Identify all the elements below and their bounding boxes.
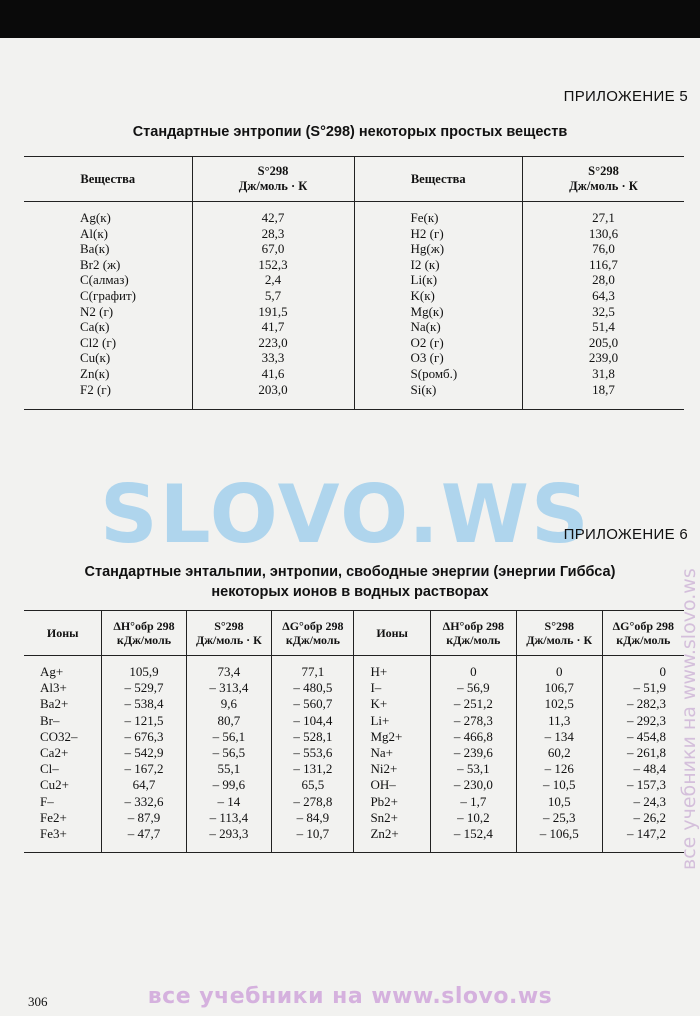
table-row	[24, 729, 684, 745]
footer-watermark: все учебники на www.slovo.ws	[147, 984, 553, 1009]
entropy-value: 223,0	[192, 335, 354, 351]
ion-name: Br–	[40, 712, 60, 728]
ion-name: Pb2+	[354, 794, 430, 810]
substance-name: O2 (г)	[354, 335, 522, 351]
ion-name: Ba2+	[40, 696, 69, 712]
table-row	[24, 794, 684, 810]
header-s-unit: Дж/моль · К	[195, 633, 262, 647]
entropy-value: – 126	[516, 761, 602, 777]
header-dh	[102, 611, 186, 656]
entropy-value: 203,0	[192, 382, 354, 410]
header-entropy-2	[523, 157, 685, 202]
table-row	[24, 777, 684, 793]
entropy-value: 51,4	[523, 319, 685, 335]
entropy-value: 0	[516, 656, 602, 681]
substance-name: O3 (г)	[354, 350, 522, 366]
table-row	[24, 810, 684, 826]
table-row	[24, 745, 684, 761]
enthalpy-value: – 10,2	[430, 810, 516, 826]
header-entropy-unit-2: Дж/моль · К	[569, 179, 638, 193]
ion-name: Ni2+	[354, 761, 430, 777]
entropy-value: – 56,5	[186, 745, 272, 761]
gibbs-value: – 147,2	[602, 826, 684, 853]
substance-name: Li(к)	[354, 272, 522, 288]
header-entropy	[192, 157, 354, 202]
substance-name: I2 (к)	[354, 257, 522, 273]
ion-name: Cu2+	[40, 777, 70, 793]
entropy-value: 106,7	[516, 680, 602, 696]
table-row	[24, 202, 684, 226]
header-s-symbol-2: S°298	[544, 619, 574, 633]
enthalpy-value: – 56,9	[430, 680, 516, 696]
substance-name: F2 (г)	[80, 381, 111, 397]
substance-name: Hg(ж)	[354, 241, 522, 257]
entropy-value: 18,7	[523, 382, 685, 410]
entropy-value: 73,4	[186, 656, 272, 681]
substance-name: Cl2 (г)	[80, 334, 117, 350]
entropy-value: – 56,1	[186, 729, 272, 745]
entropy-value: 41,6	[192, 366, 354, 382]
header-s-unit-2: Дж/моль · К	[526, 633, 593, 647]
ion-name: Ag+	[40, 664, 64, 679]
entropy-value: – 14	[186, 794, 272, 810]
appendix5-title: Стандартные энтропии (S°298) некоторых простых веществ	[132, 124, 568, 140]
gibbs-value: – 157,3	[602, 777, 684, 793]
gibbs-value: – 26,2	[602, 810, 684, 826]
gibbs-value: – 24,3	[602, 794, 684, 810]
substance-name: Br2 (ж)	[80, 256, 121, 272]
enthalpy-value: – 239,6	[430, 745, 516, 761]
appendix5-label: ПРИЛОЖЕНИЕ 5	[563, 88, 688, 105]
substance-name: N2 (г)	[80, 303, 114, 319]
appendix6-title-line2: некоторых ионов в водных растворах	[211, 584, 489, 600]
entropy-value: 55,1	[186, 761, 272, 777]
enthalpy-value: – 251,2	[430, 696, 516, 712]
enthalpy-value: – 167,2	[102, 761, 186, 777]
substance-name: K(к)	[354, 288, 522, 304]
gibbs-value: – 131,2	[272, 761, 354, 777]
entropy-value: 64,3	[523, 288, 685, 304]
enthalpy-value: – 538,4	[102, 696, 186, 712]
table-row	[24, 288, 684, 304]
ion-name: Fe3+	[40, 826, 67, 842]
entropy-value: 67,0	[192, 241, 354, 257]
appendix6-title-line1: Стандартные энтальпии, энтропии, свободные энергии (энергии Гиббса)	[84, 564, 616, 580]
entropy-value: – 99,6	[186, 777, 272, 793]
ion-name: Mg2+	[354, 729, 430, 745]
header-ion: Ионы	[24, 611, 102, 656]
ion-name: Na+	[354, 745, 430, 761]
gibbs-value: – 282,3	[602, 696, 684, 712]
entropy-value: 27,1	[523, 202, 685, 226]
ion-name: H+	[354, 656, 430, 681]
entropy-value: 33,3	[192, 350, 354, 366]
table-row	[24, 304, 684, 320]
table-row	[24, 826, 684, 853]
entropy-value: 205,0	[523, 335, 685, 351]
enthalpy-value: 64,7	[102, 777, 186, 793]
substance-name: Ca(к)	[80, 319, 110, 335]
entropy-value: 152,3	[192, 257, 354, 273]
substance-name: H2 (г)	[354, 226, 522, 242]
entropy-value: 102,5	[516, 696, 602, 712]
substance-name: Ba(к)	[80, 241, 110, 257]
table-row	[24, 656, 684, 681]
substance-name: Cu(к)	[80, 350, 111, 366]
entropy-value: 42,7	[192, 202, 354, 226]
header-entropy-unit: Дж/моль · К	[238, 179, 308, 193]
appendix6-label: ПРИЛОЖЕНИЕ 6	[563, 526, 688, 543]
substance-name: Zn(к)	[80, 365, 110, 381]
enthalpy-value: – 152,4	[430, 826, 516, 853]
entropy-value: 28,0	[523, 272, 685, 288]
header-dh-unit-2: кДж/моль	[446, 633, 501, 647]
entropy-value: – 113,4	[186, 810, 272, 826]
ion-name: Li+	[354, 713, 430, 729]
table-row	[24, 696, 684, 712]
substance-name: Si(к)	[354, 382, 522, 410]
table-row	[24, 335, 684, 351]
side-watermark-text: все учебники на www.slovo.ws	[678, 568, 700, 870]
ion-name: Ca2+	[40, 745, 69, 761]
substance-name: Na(к)	[354, 319, 522, 335]
gibbs-value: – 84,9	[272, 810, 354, 826]
header-entropy-symbol: S°298	[257, 164, 289, 178]
ion-name: I–	[354, 680, 430, 696]
page-number: 306	[28, 994, 48, 1009]
header-s-2	[516, 611, 602, 656]
header-dh-symbol: ΔH°обр 298	[113, 619, 175, 633]
ion-name: OH–	[354, 777, 430, 793]
enthalpy-value: 0	[430, 656, 516, 681]
entropy-value: – 313,4	[186, 680, 272, 696]
entropy-value: 5,7	[192, 288, 354, 304]
enthalpy-value: 105,9	[102, 656, 186, 681]
ion-name: CO32–	[40, 728, 78, 744]
header-s-symbol: S°298	[214, 619, 244, 633]
gibbs-value: – 480,5	[272, 680, 354, 696]
ion-name: Zn2+	[354, 826, 430, 853]
header-dg-unit-2: кДж/моль	[616, 633, 671, 647]
entropy-value: 130,6	[523, 226, 685, 242]
header-dh-unit: кДж/моль	[116, 633, 172, 647]
gibbs-value: 77,1	[272, 656, 354, 681]
enthalpy-value: – 87,9	[102, 810, 186, 826]
ion-name: Cl–	[40, 761, 59, 777]
table-row	[24, 350, 684, 366]
entropy-value: 239,0	[523, 350, 685, 366]
substance-name: S(ромб.)	[354, 366, 522, 382]
header-dg-2	[602, 611, 684, 656]
gibbs-value: – 560,7	[272, 696, 354, 712]
substance-name: C(алмаз)	[80, 272, 129, 288]
gibbs-value: – 104,4	[272, 713, 354, 729]
header-dh-2	[430, 611, 516, 656]
gibbs-value: – 51,9	[602, 680, 684, 696]
table-row	[24, 713, 684, 729]
enthalpy-value: – 529,7	[102, 680, 186, 696]
header-ion-2: Ионы	[354, 611, 430, 656]
entropy-value: 41,7	[192, 319, 354, 335]
entropy-value: 10,5	[516, 794, 602, 810]
enthalpy-value: – 47,7	[102, 826, 186, 853]
ion-name: K+	[354, 696, 430, 712]
substance-name: C(графит)	[80, 287, 136, 303]
enthalpy-value: – 1,7	[430, 794, 516, 810]
gibbs-value: – 261,8	[602, 745, 684, 761]
header-s	[186, 611, 272, 656]
enthalpy-value: – 466,8	[430, 729, 516, 745]
entropy-value: – 134	[516, 729, 602, 745]
enthalpy-value: – 230,0	[430, 777, 516, 793]
header-dh-symbol-2: ΔH°обр 298	[442, 619, 505, 633]
gibbs-value: – 48,4	[602, 761, 684, 777]
gibbs-value: – 553,6	[272, 745, 354, 761]
header-dg-unit: кДж/моль	[285, 633, 340, 647]
gibbs-value: 0	[602, 656, 684, 681]
ion-name: F–	[40, 793, 54, 809]
entropy-value: – 25,3	[516, 810, 602, 826]
table-row	[24, 382, 684, 410]
enthalpy-value: – 332,6	[102, 794, 186, 810]
gibbs-value: 65,5	[272, 777, 354, 793]
gibbs-value: – 278,8	[272, 794, 354, 810]
substance-name: Mg(к)	[354, 304, 522, 320]
entropy-value: 32,5	[523, 304, 685, 320]
enthalpy-value: – 542,9	[102, 745, 186, 761]
watermark-logo: SLOVO.WS	[100, 468, 591, 561]
gibbs-value: – 10,7	[272, 826, 354, 853]
ion-name: Al3+	[40, 680, 67, 696]
table-row	[24, 319, 684, 335]
table-row	[24, 257, 684, 273]
header-substance: Вещества	[24, 157, 192, 202]
gibbs-value: – 528,1	[272, 729, 354, 745]
entropy-table	[24, 156, 684, 410]
entropy-value: 116,7	[523, 257, 685, 273]
ions-table	[24, 610, 684, 853]
enthalpy-value: – 121,5	[102, 713, 186, 729]
entropy-value: – 106,5	[516, 826, 602, 853]
ions-table-header	[24, 611, 684, 656]
gibbs-value: – 454,8	[602, 729, 684, 745]
entropy-value: 191,5	[192, 304, 354, 320]
ion-name: Sn2+	[354, 810, 430, 826]
enthalpy-value: – 53,1	[430, 761, 516, 777]
header-entropy-symbol-2: S°298	[588, 164, 619, 178]
entropy-value: 31,8	[523, 366, 685, 382]
enthalpy-value: – 278,3	[430, 713, 516, 729]
entropy-value: 9,6	[186, 696, 272, 712]
entropy-value: 2,4	[192, 272, 354, 288]
header-substance-2: Вещества	[354, 157, 522, 202]
top-scan-bar	[0, 0, 700, 38]
table-row	[24, 241, 684, 257]
entropy-value: 76,0	[523, 241, 685, 257]
entropy-value: 60,2	[516, 745, 602, 761]
substance-name: Fe(к)	[354, 202, 522, 226]
substance-name: Ag(к)	[80, 210, 111, 225]
table-row	[24, 226, 684, 242]
header-dg	[272, 611, 354, 656]
ion-name: Fe2+	[40, 809, 67, 825]
header-dg-symbol: ΔG°обр 298	[282, 619, 344, 633]
entropy-value: – 293,3	[186, 826, 272, 853]
table-row	[24, 272, 684, 288]
entropy-value: – 10,5	[516, 777, 602, 793]
entropy-value: 11,3	[516, 713, 602, 729]
table-row	[24, 761, 684, 777]
entropy-value: 80,7	[186, 713, 272, 729]
gibbs-value: – 292,3	[602, 713, 684, 729]
table-row	[24, 366, 684, 382]
substance-name: Al(к)	[80, 225, 108, 241]
entropy-value: 28,3	[192, 226, 354, 242]
table-row	[24, 680, 684, 696]
entropy-table-header	[24, 157, 684, 202]
header-dg-symbol-2: ΔG°обр 298	[612, 619, 674, 633]
enthalpy-value: – 676,3	[102, 729, 186, 745]
